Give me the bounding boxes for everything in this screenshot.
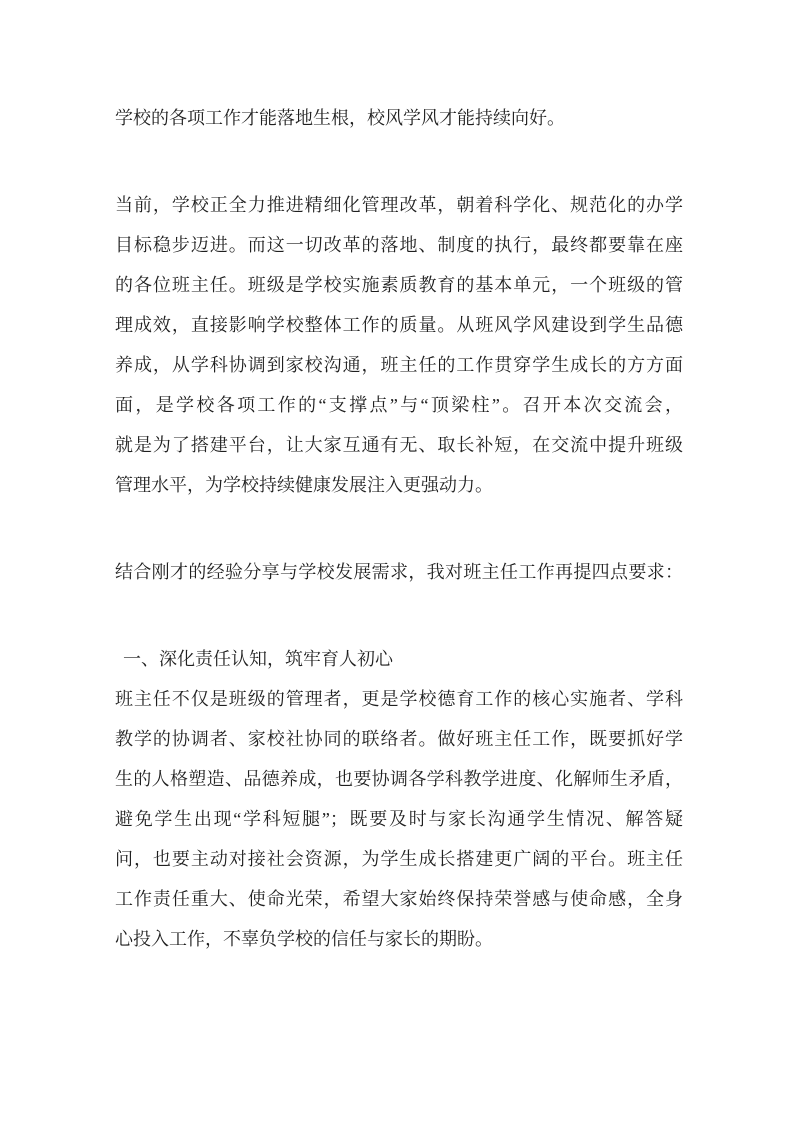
text-line: 面，是学校各项工作的“支撑点”与“顶梁柱”。召开本次交流会， <box>115 395 683 415</box>
paragraph-transition <box>115 552 683 592</box>
text-line: 教学的协调者、家校社协同的联络者。做好班主任工作，既要抓好学 <box>115 729 683 749</box>
text-line: 理成效，直接影响学校整体工作的质量。从班风学风建设到学生品德 <box>115 315 683 335</box>
heading-requirement-one <box>115 639 683 679</box>
paragraph-current-reform <box>115 185 683 505</box>
text-line: 管理水平，为学校持续健康发展注入更强动力。 <box>115 475 493 495</box>
text-line: 就是为了搭建平台，让大家互通有无、取长补短，在交流中提升班级 <box>115 435 683 455</box>
text-line: 学校的各项工作才能落地生根，校风学风才能持续向好。 <box>115 108 565 128</box>
text-line: 避免学生出现“学科短腿”；既要及时与家长沟通学生情况、解答疑 <box>115 809 683 829</box>
text-line: 生的人格塑造、品德养成，也要协调各学科教学进度、化解师生矛盾， <box>115 769 683 789</box>
text-line: 的各位班主任。班级是学校实施素质教育的基本单元，一个班级的管 <box>115 275 683 295</box>
paragraph-opening-remainder <box>115 98 683 138</box>
text-line: 心投入工作，不辜负学校的信任与家长的期盼。 <box>115 929 493 949</box>
document-body <box>115 98 683 959</box>
text-line: 养成，从学科协调到家校沟通，班主任的工作贯穿学生成长的方方面 <box>115 355 683 375</box>
text-line: 目标稳步迈进。而这一切改革的落地、制度的执行，最终都要靠在座 <box>115 235 683 255</box>
text-line: 问，也要主动对接社会资源，为学生成长搭建更广阔的平台。班主任 <box>115 849 683 869</box>
paragraph-requirement-one-body <box>115 679 683 959</box>
text-line: 工作责任重大、使命光荣，希望大家始终保持荣誉感与使命感，全身 <box>115 889 683 909</box>
text-line: 当前，学校正全力推进精细化管理改革，朝着科学化、规范化的办学 <box>115 195 683 215</box>
text-line: 一、深化责任认知，筑牢育人初心 <box>123 649 393 669</box>
text-line: 结合刚才的经验分享与学校发展需求，我对班主任工作再提四点要求： <box>115 562 683 582</box>
text-line: 班主任不仅是班级的管理者，更是学校德育工作的核心实施者、学科 <box>115 689 683 709</box>
